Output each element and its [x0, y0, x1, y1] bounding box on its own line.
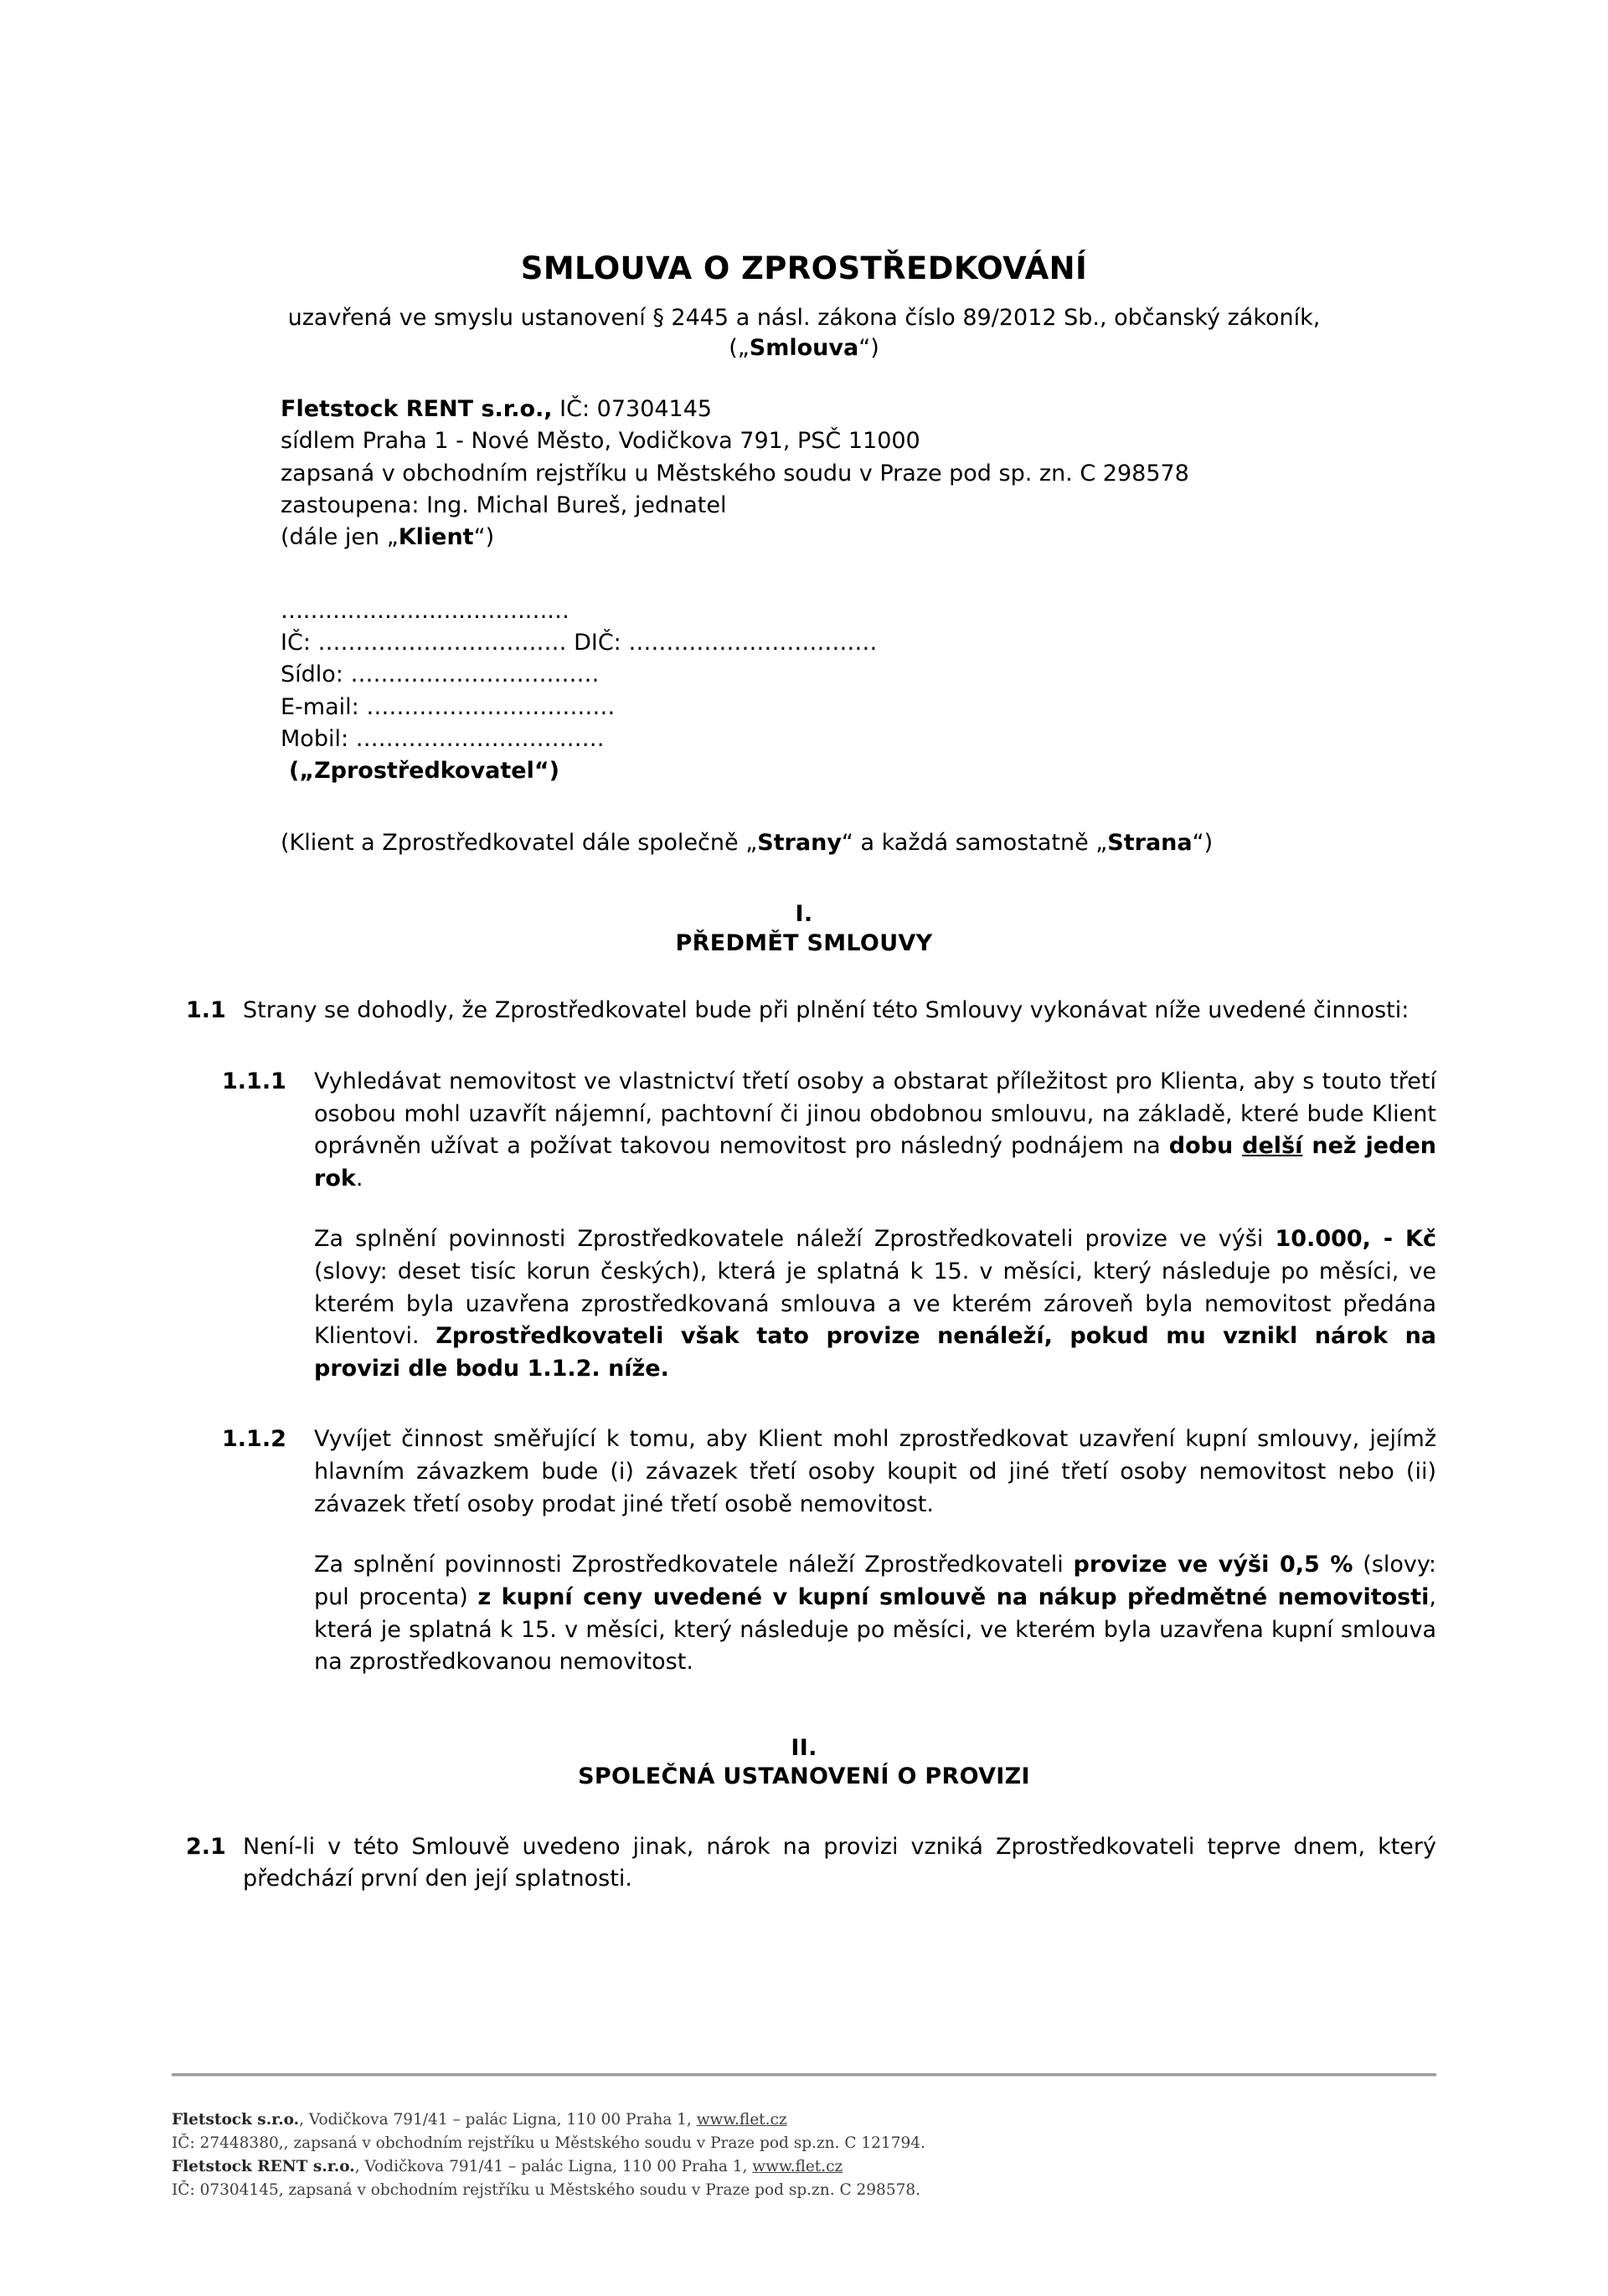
broker-ico-dic-field[interactable]: IČ: …………………………… DIČ: ……………………………	[281, 629, 878, 656]
fee-1-middle: (slovy: deset tisíc korun českých), která je splatná k 15. v měsíci, který následuje po měsíci, ve kterém byla uzavřena zprostředkovaná smlouva a ve kterém zároveň byla nemovitost předána Klientovi.	[314, 1259, 1436, 1350]
fee-2-percentage: provize ve výši 0,5 %	[1073, 1552, 1353, 1578]
footer-address-2: , Vodičkova 791/41 – palác Ligna, 110 00 Praha 1,	[354, 2158, 753, 2176]
footer-company-2: Fletstock RENT s.r.o.	[172, 2158, 355, 2176]
client-representative-line: zastoupena: Ing. Michal Bureš, jednatel	[281, 492, 727, 518]
broker-email-field[interactable]: E-mail: ……………………………	[281, 693, 616, 720]
footer-divider	[172, 2073, 1436, 2077]
broker-party-block	[281, 554, 1436, 788]
footer-line-3	[172, 2155, 1478, 2179]
footer-line-1	[172, 2108, 1478, 2132]
client-ico: IČ: 07304145	[552, 395, 713, 422]
fee-2-lead: Za splnění povinnosti Zprostředkovatele náleží Zprostředkovateli	[314, 1552, 1074, 1578]
client-company-name: Fletstock RENT s.r.o.,	[281, 395, 553, 422]
parties-note-part1: (Klient a Zprostředkovatel dále společně „	[281, 829, 758, 856]
clause-2-1	[172, 1792, 1436, 1896]
clause-1-1-2-number: 1.1.2	[222, 1426, 286, 1453]
subtitle-defined-term: Smlouva	[749, 334, 859, 361]
fee-2-basis: z kupní ceny uvedené v kupní smlouvě na nákup předmětné nemovitosti	[477, 1583, 1430, 1610]
fee-2-words: (slovy: pul procenta)	[314, 1552, 1436, 1610]
section-2-numeral: II.	[791, 1734, 817, 1761]
parties-definition-note	[281, 788, 1436, 859]
page-title: SMLOUVA O ZPROSTŘEDKOVÁNÍ	[520, 250, 1088, 286]
footer-line-4: IČ: 07304145, zapsaná v obchodním rejstříku u Městského soudu v Praze pod sp.zn. C 298578.	[172, 2181, 921, 2200]
clause-1-1	[172, 958, 1436, 1027]
broker-seat-field[interactable]: Sídlo: ……………………………	[281, 662, 600, 688]
parties-note-part2: “ a každá samostatně „	[841, 829, 1108, 856]
clause-1-1-1-period: .	[355, 1165, 363, 1192]
clause-1-1-1-lead: Vyhledávat nemovitost ve vlastnictví třetí osoby a obstarat příležitost pro Klienta, aby s touto třetí osobou mohl uzavřít nájemní, pachtovní či jinou obdobnou smlouvu, na základě, které bude Klient oprávněn užívat a požívat takovou nemovitost pro následný podnájem na	[314, 1068, 1436, 1160]
clause-2-1-number: 2.1	[186, 1833, 226, 1860]
fee-1-amount: 10.000, - Kč	[1275, 1226, 1436, 1253]
clause-1-1-1-fee-paragraph	[314, 1195, 1436, 1385]
client-name-line	[281, 394, 1436, 425]
client-seat-line: sídlem Praha 1 - Nové Město, Vodičkova 791, PSČ 11000	[281, 428, 920, 455]
parties-note-term-plural: Strany	[757, 829, 842, 856]
clause-1-1-number: 1.1	[186, 997, 226, 1024]
clause-1-1-1-bold-nez: než jeden rok	[314, 1133, 1436, 1192]
section-1-numeral: I.	[795, 901, 813, 928]
clause-1-1-2	[172, 1385, 1436, 1521]
document-subtitle	[172, 287, 1436, 363]
footer-website-link-2[interactable]: www.flet.cz	[752, 2158, 843, 2176]
footer-company-1: Fletstock s.r.o.	[172, 2111, 300, 2129]
broker-alias-line: („Zprostředkovatel“)	[289, 758, 559, 785]
footer-website-link-1[interactable]: www.flet.cz	[696, 2111, 787, 2129]
fee-1-exclusion: Zprostředkovateli však tato provize nenáleží, pokud mu vznikl nárok na provizi dle bodu 1.1.2. níže.	[314, 1323, 1437, 1382]
subtitle-legal-reference: uzavřená ve smyslu ustanovení § 2445 a násl. zákona číslo 89/2012 Sb., občanský zákoník,	[287, 304, 1321, 331]
clause-1-1-1-text	[314, 1066, 1436, 1195]
parties-note-term-singular: Strana	[1107, 829, 1193, 856]
broker-name-field[interactable]: …………………………………	[281, 597, 570, 624]
fee-2-due-date: , která je splatná k 15. v měsíci, který následuje po měsíci, ve kterém byla uzavřena kupní smlouva na zprostředkovanou nemovitost.	[314, 1583, 1436, 1676]
client-alias-prefix: (dále jen „	[281, 524, 399, 551]
client-party-block	[281, 363, 1436, 554]
page-footer	[172, 2108, 1478, 2202]
clause-1-1-2-text: Vyvíjet činnost směřující k tomu, aby Klient mohl zprostředkovat uzavření kupní smlouvy, jejímž hlavním závazkem bude (i) závazek třetí osoby koupit od jiné třetí osoby nemovitost nebo (ii) závazek třetí osoby prodat jiné třetí osobě nemovitost.	[314, 1426, 1436, 1517]
client-alias-suffix: “)	[473, 524, 495, 551]
clause-2-1-text: Není-li v této Smlouvě uvedeno jinak, nárok na provizi vzniká Zprostředkovateli teprve dnem, který předchází první den její splatnosti.	[243, 1833, 1436, 1892]
section-heading-2	[172, 1679, 1436, 1792]
subtitle-defined-term-suffix: “)	[858, 334, 879, 361]
section-heading-1	[172, 858, 1436, 958]
clause-1-1-1-bold-dobu: dobu	[1168, 1133, 1243, 1160]
document-content	[172, 0, 1436, 1896]
fee-1-lead: Za splnění povinnosti Zprostředkovatele náleží Zprostředkovateli provize ve výši	[314, 1226, 1276, 1253]
clause-1-1-1-number: 1.1.1	[222, 1068, 286, 1094]
subtitle-defined-term-prefix: („	[729, 334, 750, 361]
parties-note-part3: “)	[1192, 829, 1214, 856]
clause-1-1-2-fee-paragraph	[314, 1521, 1436, 1678]
clause-1-1-1-underlined-delsi: delší	[1242, 1133, 1303, 1160]
clause-1-1-text: Strany se dohodly, že Zprostředkovatel bude při plnění této Smlouvy vykonávat níže uvedené činnosti:	[243, 997, 1410, 1024]
clause-1-1-1	[172, 1027, 1436, 1195]
client-register-line: zapsaná v obchodním rejstříku u Městského soudu v Praze pod sp. zn. C 298578	[281, 460, 1189, 486]
client-alias-line	[281, 522, 1436, 553]
footer-address-1: , Vodičkova 791/41 – palác Ligna, 110 00 Praha 1,	[299, 2111, 697, 2129]
client-alias-term: Klient	[398, 524, 474, 551]
broker-mobile-field[interactable]: Mobil: ……………………………	[281, 725, 605, 752]
section-2-title: SPOLEČNÁ USTANOVENÍ O PROVIZI	[578, 1763, 1030, 1790]
section-1-title: PŘEDMĚT SMLOUVY	[675, 929, 933, 956]
footer-line-2: IČ: 27448380,, zapsaná v obchodním rejstříku u Městského soudu v Praze pod sp.zn. C 121794.	[172, 2134, 925, 2153]
